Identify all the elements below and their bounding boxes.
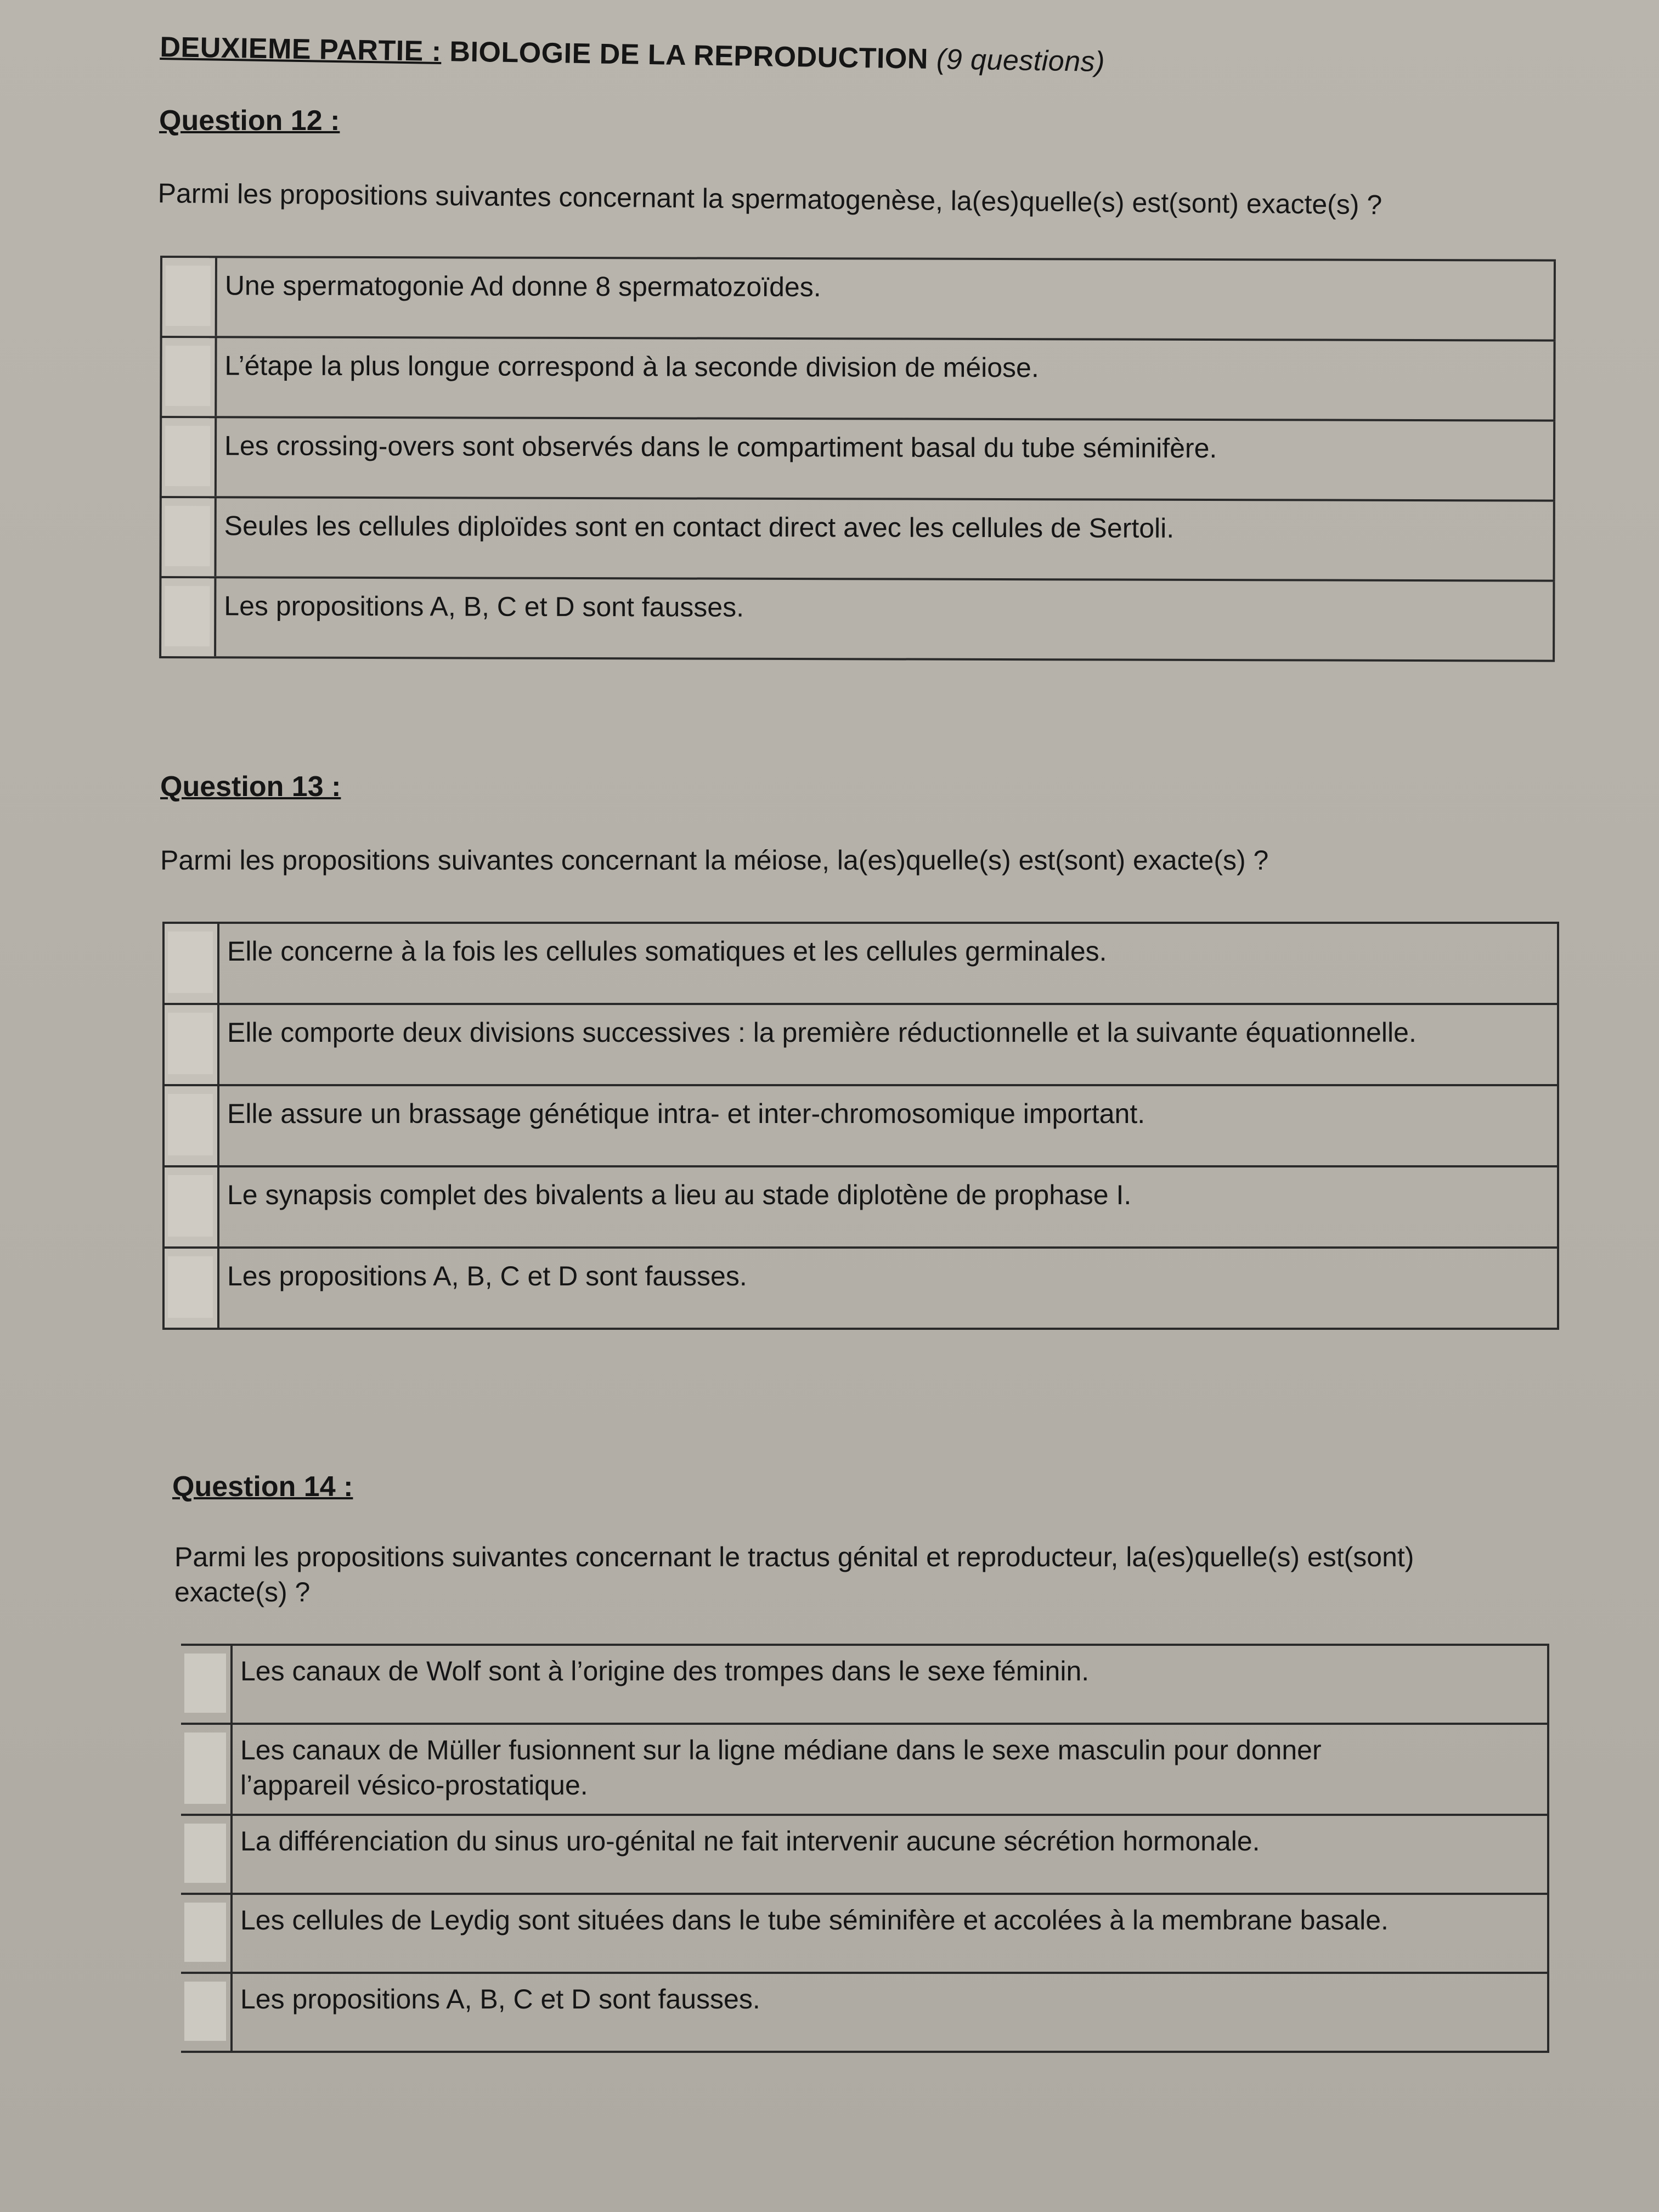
question-12-label: Question 12 : [159, 105, 340, 137]
question-14-prompt-line-2: exacte(s) ? [174, 1577, 311, 1607]
correction-tape [165, 426, 210, 486]
option-text-b: L’étape la plus longue correspond à la seconde division de méiose. [217, 338, 1555, 419]
option-text-e: Les propositions A, B, C et D sont fausses. [219, 1249, 1559, 1328]
correction-tape [184, 1733, 226, 1804]
option-text-b-line-2: l’appareil vésico-prostatique. [240, 1770, 588, 1801]
part-title [160, 31, 1105, 78]
question-14-options [181, 1644, 1549, 2053]
option-row [162, 1005, 1559, 1086]
correction-tape [168, 1094, 213, 1155]
answer-checkbox-c[interactable] [162, 1086, 219, 1165]
option-text-a: Les canaux de Wolf sont à l’origine des trompes dans le sexe féminin. [233, 1646, 1549, 1723]
option-row [181, 1895, 1549, 1974]
correction-tape [166, 266, 211, 326]
part-subject: BIOLOGIE DE LA REPRODUCTION [449, 36, 929, 75]
correction-tape [165, 586, 210, 646]
question-count: (9 questions) [936, 43, 1105, 78]
answer-checkbox-b[interactable] [162, 1005, 219, 1084]
correction-tape [168, 1175, 213, 1237]
answer-checkbox-a[interactable] [160, 258, 217, 336]
option-text-e: Les propositions A, B, C et D sont fausses. [233, 1974, 1549, 2051]
answer-checkbox-c[interactable] [160, 418, 217, 496]
option-text-e: Les propositions A, B, C et D sont fausses. [216, 578, 1555, 659]
correction-tape [184, 1654, 226, 1713]
option-row [162, 922, 1559, 1005]
option-text-d: Seules les cellules diploïdes sont en contact direct avec les cellules de Sertoli. [216, 498, 1555, 579]
option-row [181, 1644, 1549, 1725]
option-text-a: Une spermatogonie Ad donne 8 spermatozoïdes. [217, 258, 1556, 339]
answer-checkbox-d[interactable] [162, 1167, 219, 1246]
option-row [181, 1974, 1549, 2053]
question-13-prompt: Parmi les propositions suivantes concernant la méiose, la(es)quelle(s) est(sont) exacte(s) ? [160, 845, 1269, 876]
answer-checkbox-c[interactable] [181, 1816, 233, 1893]
option-text-c: La différenciation du sinus uro-génital ne fait intervenir aucune sécrétion hormonale. [233, 1816, 1549, 1893]
correction-tape [168, 932, 213, 993]
answer-checkbox-a[interactable] [162, 924, 219, 1003]
question-13-label: Question 13 : [160, 771, 341, 803]
option-row [159, 498, 1555, 582]
question-12-options [159, 256, 1556, 662]
option-row [162, 1086, 1559, 1167]
answer-checkbox-d[interactable] [159, 498, 216, 576]
option-text-d: Le synapsis complet des bivalents a lieu au stade diplotène de prophase I. [219, 1167, 1559, 1246]
correction-tape [184, 1903, 226, 1962]
answer-checkbox-d[interactable] [181, 1895, 233, 1972]
option-text-d: Les cellules de Leydig sont situées dans le tube séminifère et accolées à la membrane basale. [233, 1895, 1549, 1972]
question-13-options [162, 922, 1559, 1330]
correction-tape [184, 1982, 226, 2041]
answer-checkbox-b[interactable] [181, 1725, 233, 1814]
option-text-b [233, 1725, 1549, 1814]
question-14-prompt-line-1: Parmi les propositions suivantes concernant le tractus génital et reproducteur, la(es)quelle(s) est(sont) [174, 1542, 1414, 1572]
option-text-a: Elle concerne à la fois les cellules somatiques et les cellules germinales. [219, 924, 1559, 1003]
question-12-prompt: Parmi les propositions suivantes concernant la spermatogenèse, la(es)quelle(s) est(sont) exacte(s) ? [157, 177, 1383, 221]
option-row [159, 578, 1555, 662]
option-row [181, 1816, 1549, 1895]
correction-tape [165, 506, 210, 566]
option-row [160, 338, 1555, 422]
option-row [160, 418, 1555, 502]
option-row [181, 1725, 1549, 1816]
option-text-c: Elle assure un brassage génétique intra- et inter-chromosomique important. [219, 1086, 1559, 1165]
part-label: DEUXIEME PARTIE : [160, 31, 442, 68]
answer-checkbox-e[interactable] [159, 578, 216, 656]
option-row [162, 1249, 1559, 1330]
option-text-b: Elle comporte deux divisions successives : la première réductionnelle et la suivante équationnelle. [219, 1005, 1559, 1084]
option-row [160, 256, 1556, 342]
answer-checkbox-b[interactable] [160, 338, 217, 416]
question-14-label: Question 14 : [172, 1471, 353, 1503]
option-text-c: Les crossing-overs sont observés dans le compartiment basal du tube séminifère. [217, 418, 1555, 499]
correction-tape [168, 1013, 213, 1074]
option-row [162, 1167, 1559, 1249]
option-text-b-line-1: Les canaux de Müller fusionnent sur la ligne médiane dans le sexe masculin pour donner [240, 1735, 1322, 1765]
correction-tape [165, 346, 210, 406]
answer-checkbox-e[interactable] [162, 1249, 219, 1328]
answer-checkbox-e[interactable] [181, 1974, 233, 2051]
correction-tape [168, 1256, 213, 1318]
correction-tape [184, 1824, 226, 1883]
answer-checkbox-a[interactable] [181, 1646, 233, 1723]
